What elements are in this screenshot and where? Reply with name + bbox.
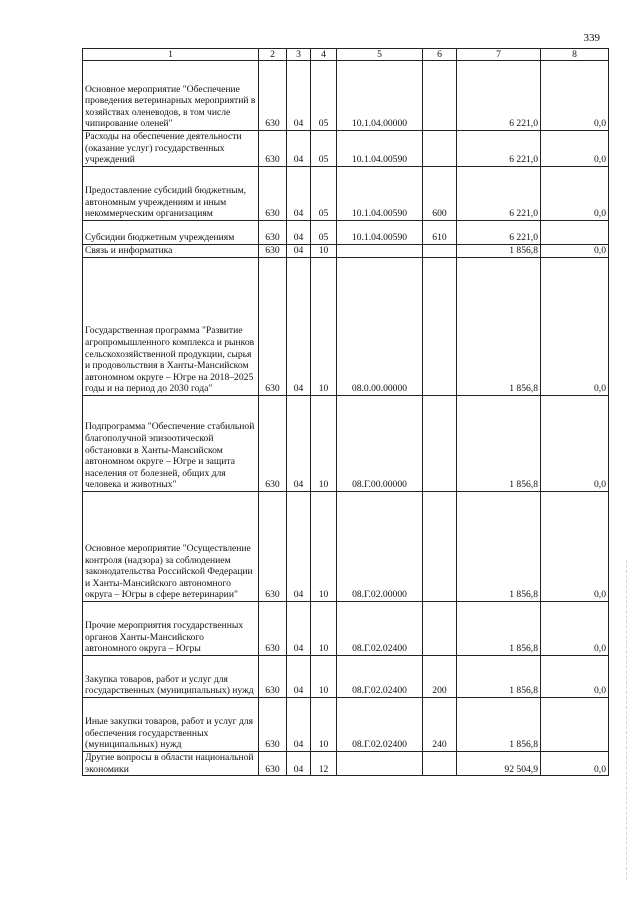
admin-code: 630 xyxy=(259,221,287,245)
expense-type xyxy=(423,752,457,776)
expense-type xyxy=(423,245,457,258)
admin-code: 630 xyxy=(259,131,287,167)
section-code: 04 xyxy=(287,698,311,752)
table-header-row xyxy=(83,49,609,61)
target-article: 08.Г.02.02400 xyxy=(337,602,423,656)
table-row xyxy=(83,167,609,221)
table-row xyxy=(83,131,609,167)
admin-code: 630 xyxy=(259,245,287,258)
row-name: Связь и информатика xyxy=(83,245,259,258)
scan-edge-marks xyxy=(626,560,633,880)
amount-secondary: 0,0 xyxy=(541,245,609,258)
table-row xyxy=(83,602,609,656)
section-code: 04 xyxy=(287,131,311,167)
section-code: 04 xyxy=(287,752,311,776)
subsection-code: 10 xyxy=(311,396,337,492)
table-row xyxy=(83,245,609,258)
column-header: 5 xyxy=(337,49,423,61)
section-code: 04 xyxy=(287,221,311,245)
row-name: Расходы на обеспечение деятельности (оказание услуг) государственных учреждений xyxy=(83,131,259,167)
amount: 92 504,9 xyxy=(457,752,541,776)
subsection-code: 05 xyxy=(311,221,337,245)
admin-code: 630 xyxy=(259,396,287,492)
section-code: 04 xyxy=(287,396,311,492)
column-header: 4 xyxy=(311,49,337,61)
amount-secondary: 0,0 xyxy=(541,602,609,656)
admin-code: 630 xyxy=(259,61,287,131)
amount: 1 856,8 xyxy=(457,258,541,396)
amount-secondary: 0,0 xyxy=(541,61,609,131)
column-header: 2 xyxy=(259,49,287,61)
column-header: 3 xyxy=(287,49,311,61)
row-name: Государственная программа "Развитие агропромышленного комплекса и рынков сельскохозяйственной продукции, сырья и продовольствия в Ханты-Мансийском автономном округе – Югре на 2018–2025 годы и на период до 2030 года" xyxy=(83,258,259,396)
table-row xyxy=(83,396,609,492)
table-row xyxy=(83,61,609,131)
subsection-code: 10 xyxy=(311,698,337,752)
admin-code: 630 xyxy=(259,602,287,656)
row-name: Прочие мероприятия государственных органов Ханты-Мансийского автономного округа – Югры xyxy=(83,602,259,656)
row-name: Субсидии бюджетным учреждениям xyxy=(83,221,259,245)
amount: 6 221,0 xyxy=(457,61,541,131)
target-article: 08.Г.02.02400 xyxy=(337,656,423,698)
amount-secondary: 0,0 xyxy=(541,492,609,602)
column-header: 7 xyxy=(457,49,541,61)
expense-type: 610 xyxy=(423,221,457,245)
amount: 1 856,8 xyxy=(457,698,541,752)
target-article: 10.1.04.00590 xyxy=(337,221,423,245)
amount-secondary: 0,0 xyxy=(541,167,609,221)
amount-secondary: 0,0 xyxy=(541,656,609,698)
subsection-code: 05 xyxy=(311,61,337,131)
expense-type xyxy=(423,258,457,396)
subsection-code: 12 xyxy=(311,752,337,776)
amount: 1 856,8 xyxy=(457,492,541,602)
table-row xyxy=(83,492,609,602)
target-article xyxy=(337,245,423,258)
admin-code: 630 xyxy=(259,167,287,221)
target-article: 10.1.04.00590 xyxy=(337,131,423,167)
table-row xyxy=(83,221,609,245)
expense-type xyxy=(423,131,457,167)
amount: 6 221,0 xyxy=(457,221,541,245)
target-article: 08.0.00.00000 xyxy=(337,258,423,396)
page-number: 339 xyxy=(583,32,600,44)
subsection-code: 05 xyxy=(311,167,337,221)
amount: 1 856,8 xyxy=(457,245,541,258)
column-header: 6 xyxy=(423,49,457,61)
section-code: 04 xyxy=(287,258,311,396)
expense-type xyxy=(423,492,457,602)
target-article: 08.Г.02.02400 xyxy=(337,698,423,752)
amount-secondary: 0,0 xyxy=(541,131,609,167)
column-header: 1 xyxy=(83,49,259,61)
expense-type xyxy=(423,61,457,131)
budget-table xyxy=(82,48,609,776)
row-name: Основное мероприятие "Осуществление контроля (надзора) за соблюдением законодательства Российской Федерации и Ханты-Мансийского автономного округа – Югры в сфере ветеринарии" xyxy=(83,492,259,602)
section-code: 04 xyxy=(287,167,311,221)
row-name: Предоставление субсидий бюджетным, автономным учреждениям и иным некоммерческим организациям xyxy=(83,167,259,221)
row-name: Другие вопросы в области национальной экономики xyxy=(83,752,259,776)
table-row xyxy=(83,752,609,776)
amount-secondary: 0,0 xyxy=(541,752,609,776)
expense-type: 600 xyxy=(423,167,457,221)
target-article: 10.1.04.00590 xyxy=(337,167,423,221)
row-name: Закупка товаров, работ и услуг для государственных (муниципальных) нужд xyxy=(83,656,259,698)
amount-secondary: 0,0 xyxy=(541,258,609,396)
target-article xyxy=(337,752,423,776)
expense-type: 240 xyxy=(423,698,457,752)
table-row xyxy=(83,698,609,752)
row-name: Иные закупки товаров, работ и услуг для обеспечения государственных (муниципальных) нужд xyxy=(83,698,259,752)
subsection-code: 10 xyxy=(311,245,337,258)
amount-secondary xyxy=(541,221,609,245)
section-code: 04 xyxy=(287,61,311,131)
row-name: Подпрограмма "Обеспечение стабильной благополучной эпизоотической обстановки в Ханты-Мансийском автономном округе – Югре и защита населения от болезней, общих для человека и животных" xyxy=(83,396,259,492)
admin-code: 630 xyxy=(259,752,287,776)
table-row xyxy=(83,656,609,698)
amount: 1 856,8 xyxy=(457,656,541,698)
target-article: 08.Г.00.00000 xyxy=(337,396,423,492)
subsection-code: 10 xyxy=(311,656,337,698)
table-row xyxy=(83,258,609,396)
section-code: 04 xyxy=(287,656,311,698)
section-code: 04 xyxy=(287,602,311,656)
row-name: Основное мероприятие "Обеспечение проведения ветеринарных мероприятий в хозяйствах оленеводов, в том числе чипирование оленей" xyxy=(83,61,259,131)
expense-type xyxy=(423,396,457,492)
expense-type: 200 xyxy=(423,656,457,698)
target-article: 08.Г.02.00000 xyxy=(337,492,423,602)
admin-code: 630 xyxy=(259,258,287,396)
amount-secondary xyxy=(541,698,609,752)
admin-code: 630 xyxy=(259,492,287,602)
subsection-code: 10 xyxy=(311,258,337,396)
amount: 1 856,8 xyxy=(457,602,541,656)
admin-code: 630 xyxy=(259,656,287,698)
subsection-code: 05 xyxy=(311,131,337,167)
column-header: 8 xyxy=(541,49,609,61)
amount-secondary: 0,0 xyxy=(541,396,609,492)
subsection-code: 10 xyxy=(311,492,337,602)
section-code: 04 xyxy=(287,245,311,258)
amount: 6 221,0 xyxy=(457,167,541,221)
amount: 1 856,8 xyxy=(457,396,541,492)
amount: 6 221,0 xyxy=(457,131,541,167)
section-code: 04 xyxy=(287,492,311,602)
subsection-code: 10 xyxy=(311,602,337,656)
target-article: 10.1.04.00000 xyxy=(337,61,423,131)
admin-code: 630 xyxy=(259,698,287,752)
expense-type xyxy=(423,602,457,656)
